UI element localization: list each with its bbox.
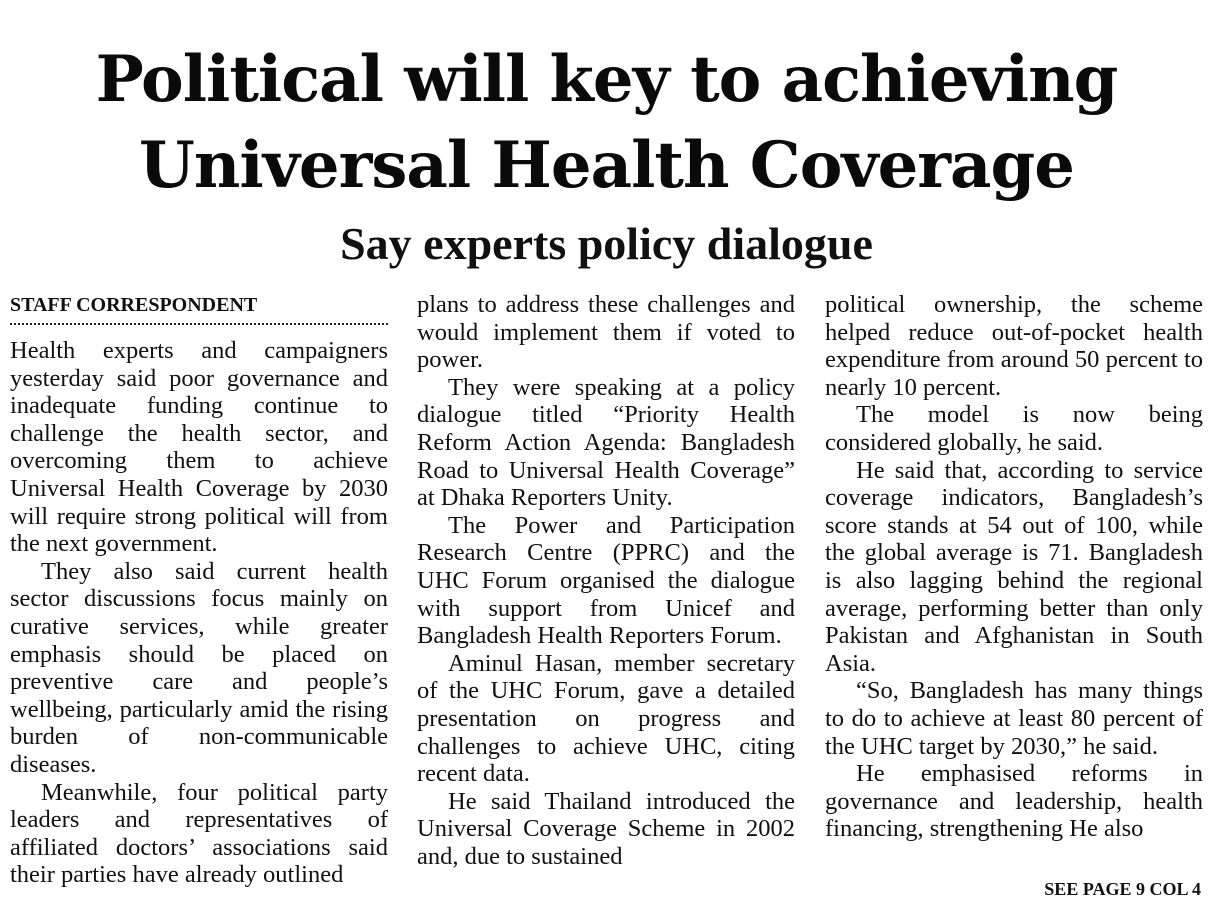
paragraph: He said Thailand introduced the Universal Coverage Scheme in 2002 and, due to sustained [417, 787, 795, 870]
paragraph: They also said current health sector discussions focus mainly on curative services, while greater emphasis should be placed on preventive care and people’s wellbeing, particularly amid the rising burden of non-communicable diseases. [10, 557, 388, 778]
paragraph: The Power and Participation Research Centre (PPRC) and the UHC Forum organised the dialogue with support from Unicef and Bangladesh Health Reporters Forum. [417, 511, 795, 650]
paragraph: plans to address these challenges and would implement them if voted to power. [417, 291, 795, 374]
paragraph: Aminul Hasan, member secretary of the UHC Forum, gave a detailed presentation on progress and challenges to achieve UHC, citing recent data. [417, 649, 795, 788]
paragraph: He emphasised reforms in governance and leadership, health financing, strengthening He also [825, 760, 1203, 843]
paragraph: “So, Bangladesh has many things to do to achieve at least 80 percent of the UHC target by 2030,” he said. [825, 677, 1203, 760]
article-column-1 [10, 291, 388, 889]
article-column-2 [417, 291, 795, 870]
subheadline: Say experts policy dialogue [340, 218, 873, 269]
paragraph: The model is now being considered globally, he said. [825, 401, 1203, 456]
paragraph: They were speaking at a policy dialogue titled “Priority Health Reform Action Agenda: Bangladesh Road to Universal Health Coverage” at Dhaka Reporters Unity. [417, 373, 795, 512]
headline-line-2: Universal Health Coverage [139, 128, 1074, 203]
paragraph: political ownership, the scheme helped reduce out-of-pocket health expenditure from around 50 percent to nearly 10 percent. [825, 291, 1203, 401]
paragraph: He said that, according to service coverage indicators, Bangladesh’s score stands at 54 out of 100, while the global average is 71. Bangladesh is also lagging behind the regional average, performing better than only Pakistan and Afghanistan in South Asia. [825, 456, 1203, 677]
paragraph: Meanwhile, four political party leaders and representatives of affiliated doctors’ associations said their parties have already outlined [10, 778, 388, 889]
paragraph: Health experts and campaigners yesterday said poor governance and inadequate funding continue to challenge the health sector, and overcoming them to achieve Universal Health Coverage by 2030 will require strong political will from the next government. [10, 337, 388, 558]
continued-on-page-line: SEE PAGE 9 COL 4 [1044, 879, 1201, 899]
headline-line-1: Political will key to achieving [95, 42, 1118, 117]
article-column-3 [825, 291, 1203, 843]
byline-dotted-rule [10, 323, 388, 325]
byline: STAFF CORRESPONDENT [10, 294, 258, 316]
